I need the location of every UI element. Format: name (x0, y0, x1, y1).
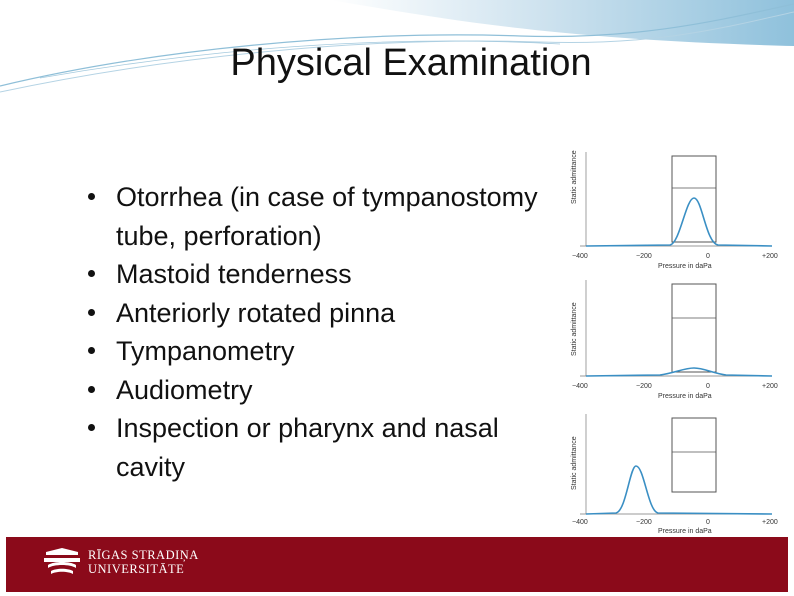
university-emblem-icon (42, 548, 82, 578)
tympanogram-normal (560, 148, 788, 273)
tick-plus-200: +200 (762, 253, 778, 260)
tick-zero: 0 (706, 253, 710, 260)
y-axis-label: Static admittance (571, 436, 578, 490)
university-name-line1: RĪGAS STRADIŅA (88, 548, 199, 562)
y-axis-label: Static admittance (571, 302, 578, 356)
tick-plus-200: +200 (762, 383, 778, 390)
bullet-audiometry: Audiometry (88, 371, 558, 410)
tick-minus-200: −200 (636, 519, 652, 526)
tick-minus-200: −200 (636, 253, 652, 260)
tick-plus-200: +200 (762, 519, 778, 526)
tick-minus-200: −200 (636, 383, 652, 390)
tick-minus-400: −400 (572, 383, 588, 390)
x-axis-label: Pressure in daPa (658, 263, 712, 270)
x-axis-label: Pressure in daPa (658, 528, 712, 535)
tick-minus-400: −400 (572, 519, 588, 526)
bullet-otorrhea: Otorrhea (in case of tympanostomy tube, perforation) (88, 178, 558, 255)
university-logo (42, 548, 202, 580)
y-axis-label: Static admittance (571, 150, 578, 204)
x-axis-label: Pressure in daPa (658, 393, 712, 400)
bullet-inspection: Inspection or pharynx and nasal cavity (88, 409, 558, 486)
university-name-line2: UNIVERSITĀTE (88, 562, 185, 576)
bullet-list (88, 178, 558, 486)
tympanogram-flat (560, 276, 788, 401)
tick-zero: 0 (706, 383, 710, 390)
bullet-mastoid: Mastoid tenderness (88, 255, 558, 294)
slide-title: Physical Examination (230, 42, 592, 84)
tympanogram-negative (560, 410, 788, 535)
bullet-pinna: Anteriorly rotated pinna (88, 294, 558, 333)
tick-minus-400: −400 (572, 253, 588, 260)
bullet-tympanometry: Tympanometry (88, 332, 558, 371)
tick-zero: 0 (706, 519, 710, 526)
university-name (88, 548, 199, 576)
